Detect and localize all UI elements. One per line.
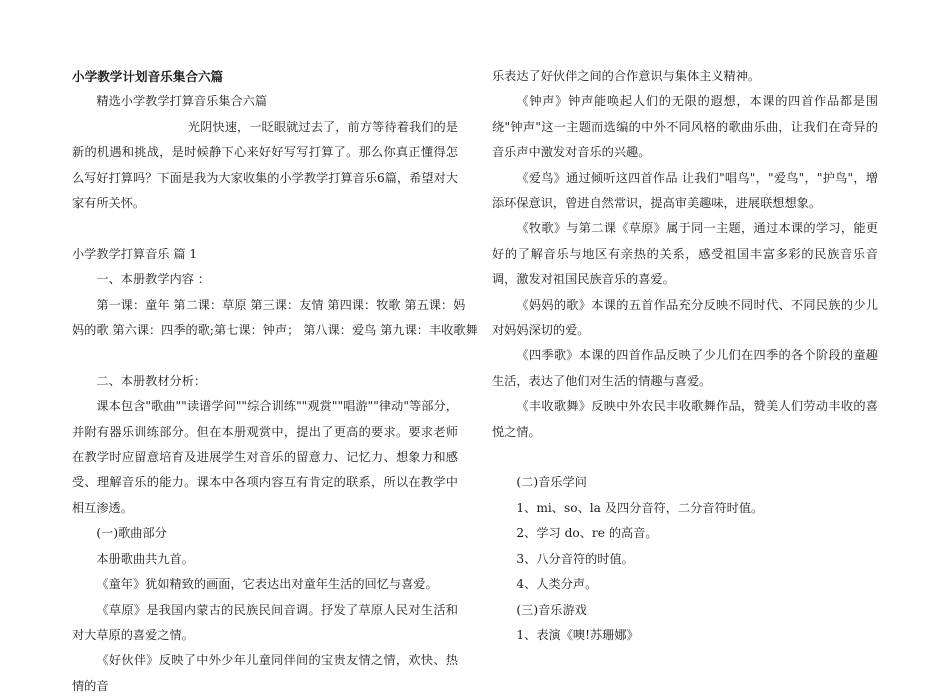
song-muge: 《牧歌》与第二课《草原》属于同一主题，通过本课的学习，能更好的了解音乐与地区有亲热的关系，感受祖国丰富多彩的民族音乐音调，激发对祖国民族音乐的喜爱。 [492, 221, 878, 287]
lessons-line-1: 第一课：童年 第二课：草原 第三课：友情 第四课：牧歌 第五课：妈 [96, 297, 466, 312]
song-caoyuan: 《草原》是我国内蒙古的民族民间音调。抒发了草原人民对生活和对大草原的喜爱之情。 [72, 602, 458, 642]
intro-paragraph: 光阴快速，一眨眼就过去了，前方等待着我们的是新的机遇和挑战，是时候静下心来好好写写打算了。那么你真正懂得怎么写好打算吗？下面是我为大家收集的小学教学打算音乐6篇，希望对大家有所关怀。 [72, 119, 458, 211]
right-column [492, 64, 878, 648]
blank-line [72, 343, 458, 368]
knowledge-item-4: 4、人类分声。 [516, 577, 598, 592]
songs-heading: (一)歌曲部分 [96, 526, 167, 541]
blank-line [492, 445, 878, 470]
knowledge-item-2: 2、学习 do、re 的高音。 [516, 526, 658, 541]
knowledge-item-1: 1、mi、so、la 及四分音符，二分音符时值。 [516, 500, 764, 515]
left-column [72, 64, 478, 699]
music-knowledge-heading: (二)音乐学问 [516, 475, 587, 490]
section-heading: 小学教学打算音乐 篇 1 [72, 246, 198, 261]
heading-teaching-content: 一、本册教学内容 ： [96, 272, 210, 287]
analysis-paragraph: 课本包含"歌曲""读谱学问""综合训练""观赏""唱游""律动"等部分，并附有器乐训练部分。但在本册观赏中，提出了更高的要求。要求老师在教学时应留意培育及进展学生对音乐的留意力、记忆力、想象力和感受、理解音乐的能力。课本中各项内容互有肯定的联系，所以在教学中相互渗透。 [72, 399, 458, 515]
song-fengshou: 《丰收歌舞》反映中外农民丰收歌舞作品，赞美人们劳动丰收的喜悦之情。 [492, 399, 878, 439]
games-item-1: 1、表演《噢!苏珊娜》 [516, 627, 639, 642]
song-ainiao: 《爱鸟》通过倾听这四首作品 让我们"唱鸟"，"爱鸟"，"护鸟"，增添环保意识，曾进自然常识，提高审美趣味，进展联想想象。 [492, 170, 878, 211]
song-siji: 《四季歌》本课的四首作品反映了少儿们在四季的各个阶段的童趣生活，表达了他们对生活的情趣与喜爱。 [492, 348, 878, 388]
document-title: 小学教学计划音乐集合六篇 [72, 69, 224, 84]
songs-count: 本册歌曲共九首。 [96, 551, 194, 566]
lessons-line-2: 妈的歌 第六课：四季的歌;第七课：钟声； 第八课：爱鸟 第九课：丰收歌舞 [72, 323, 478, 338]
knowledge-item-3: 3、八分音符的时值。 [516, 551, 634, 566]
song-haohuoban-continued: 乐表达了好伙伴之间的合作意识与集体主义精神。 [492, 69, 761, 83]
song-zhongsheng: 《钟声》钟声能唤起人们的无限的遐想，本课的四首作品都是围绕"钟声"这一主题而选编的中外不同风格的歌曲乐曲，让我们在奇异的音乐声中激发对音乐的兴趣。 [492, 94, 878, 160]
song-tongnian: 《童年》犹如精致的画面，它表达出对童年生活的回忆与喜爱。 [96, 577, 438, 592]
music-games-heading: (三)音乐游戏 [516, 602, 587, 617]
song-haohuoban: 《好伙伴》反映了中外少年儿童同伴间的宝贵友情之情，欢快、热情的音 [72, 653, 458, 693]
song-mama: 《妈妈的歌》本课的五首作品充分反映不同时代、不同民族的少儿对妈妈深切的爱。 [492, 297, 878, 338]
blank-line [72, 216, 458, 241]
heading-material-analysis: 二、本册教材分析： [96, 373, 207, 388]
document-subtitle: 精选小学教学打算音乐集合六篇 [96, 94, 268, 109]
